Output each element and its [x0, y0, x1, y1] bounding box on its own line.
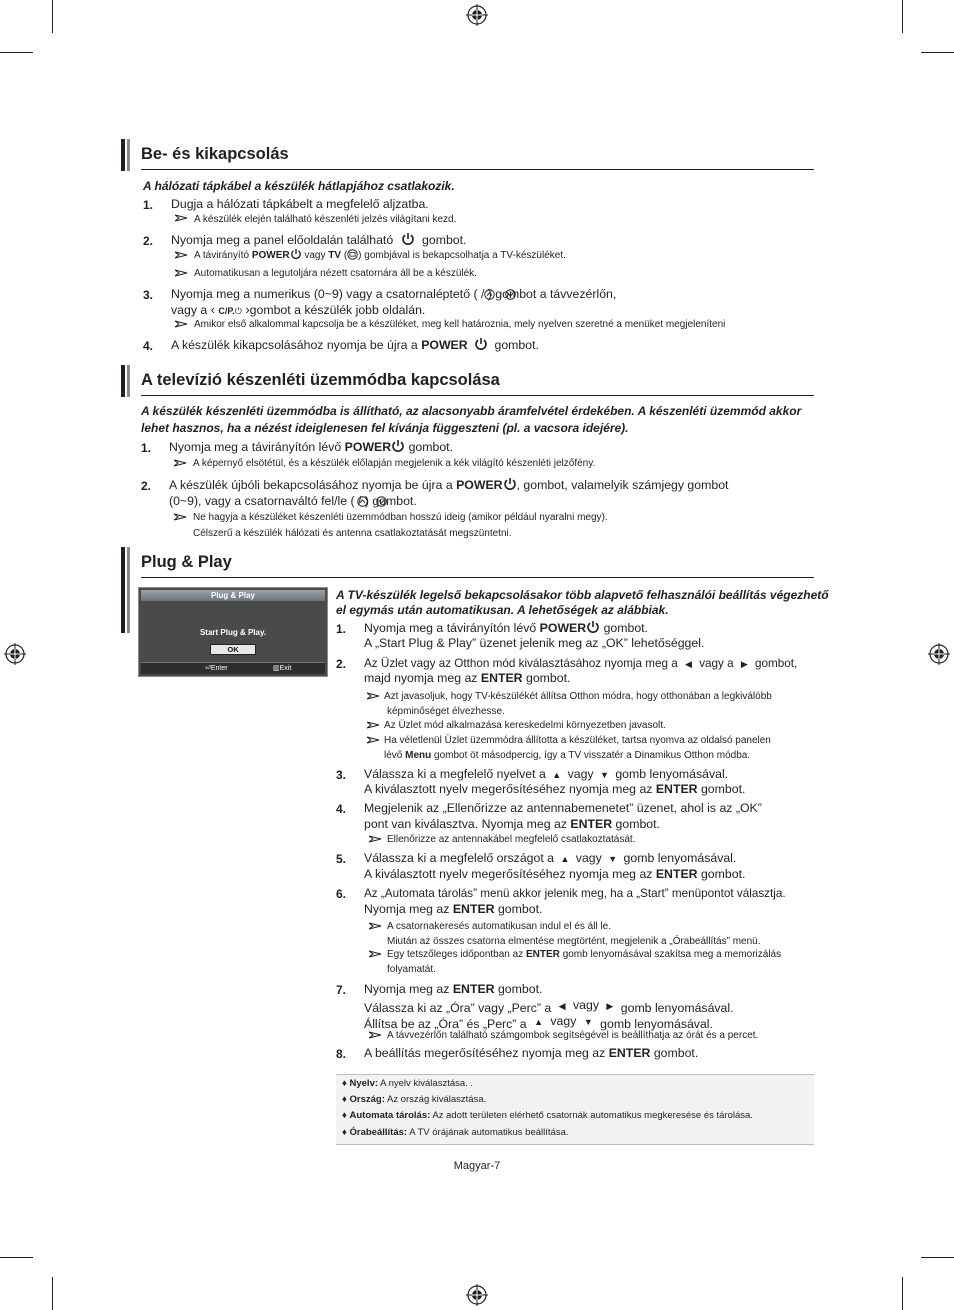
up-arrow-icon: ▲: [534, 1017, 543, 1027]
step-text: Válassza ki a megfelelő országot a ▲ vagy ▼ gomb lenyomásával.: [364, 851, 737, 865]
plug-and-play-osd-screenshot: [138, 587, 328, 677]
note-arrow-icon: [174, 459, 188, 467]
step-text: pont van kiválasztva. Nyomja meg az ENTER gombot.: [364, 817, 660, 831]
crop-mark: [0, 52, 33, 53]
section-title: Be- és kikapcsolás: [141, 145, 289, 163]
step-text: majd nyomja meg az ENTER gombot.: [364, 671, 571, 685]
summary-item: ♦ Ország: Az ország kiválasztása.: [342, 1094, 487, 1105]
osd-title: Plug & Play: [141, 590, 325, 601]
step-text: A kiválasztott nyelv megerősítéséhez nyomja meg az ENTER gombot.: [364, 867, 746, 881]
section-intro: A készülék készenléti üzemmódba is állítható, az alacsonyabb áramfelvétel érdekében. A készenléti üzemmód akkor: [141, 404, 802, 418]
power-icon: [290, 249, 302, 260]
step-text: (0~9), vagy a csatornaváltó fel/le ( / ) gombot.: [169, 494, 417, 508]
power-icon: [503, 478, 517, 491]
step-text: A kiválasztott nyelv megerősítéséhez nyomja meg az ENTER gombot.: [364, 782, 746, 796]
channel-down-icon: [376, 496, 387, 507]
step-text: Válassza ki a megfelelő nyelvet a ▲ vagy ▼ gomb lenyomásával.: [364, 767, 729, 781]
bullet-icon: ♦: [342, 1127, 347, 1138]
step-number: 1.: [141, 441, 152, 455]
step-note: folyamatát.: [387, 964, 436, 975]
crop-mark: [921, 52, 954, 53]
step-note: Az Üzlet mód alkalmazása kereskedelmi környezetben javasolt.: [384, 720, 666, 731]
step-text: Nyomja meg a távirányítón lévő POWER gombot.: [364, 621, 648, 635]
up-arrow-icon: ▲: [560, 854, 570, 864]
down-arrow-icon: ▼: [583, 1017, 593, 1027]
step-note: A képernyő elsötétül, és a készülék előlapján megjelenik a kék világító készenléti jelzőfény.: [193, 458, 596, 469]
step-number: 4.: [336, 802, 347, 816]
section-intro: A hálózati tápkábel a készülék hátlapjához csatlakozik.: [143, 179, 455, 193]
right-arrow-icon: ▶: [606, 1001, 614, 1011]
registration-mark-icon: [928, 643, 950, 665]
step-note: Egy tetszőleges időpontban az ENTER gomb lenyomásával szakítsa meg a memorizálás: [387, 949, 782, 960]
channel-up-icon: [357, 496, 368, 507]
step-number: 1.: [143, 198, 154, 212]
step-text: Nyomja meg a panel előoldalán található gombot.: [171, 233, 467, 247]
section-intro: el egymás után automatikusan. A lehetőségek az alábbiak.: [336, 603, 669, 617]
step-note: A távvezérlőn található számgombok segítségével is beállíthatja az órát és a percet.: [387, 1030, 759, 1041]
step-note: Ne hagyja a készüléket készenléti üzemmódban hosszú ideig (amikor például nyaralni megy).: [193, 512, 608, 523]
step-text: Állítsa be az „Óra” és „Perc” a ▲ vagy ▼ gomb lenyomásával.: [364, 1014, 713, 1031]
power-icon: [391, 440, 405, 453]
step-text: Nyomja meg a numerikus (0~9) vagy a csatornaléptető ( / ) gombot a távvezérlőn,: [171, 287, 617, 301]
step-text: vagy a ‹ C/P.⏻ ›gombot a készülék jobb oldalán.: [171, 302, 426, 317]
step-text: Dugja a hálózati tápkábelt a megfelelő aljzatba.: [171, 197, 429, 211]
step-number: 2.: [141, 479, 152, 493]
bullet-icon: ♦: [342, 1078, 347, 1089]
step-note: Ha véletlenül Üzlet üzemmódra állította a készüléket, tartsa nyomva az oldalsó panelen: [384, 735, 771, 746]
step-note: A távirányító POWER vagy TV ( ) gombjával is bekapcsolhatja a TV-készüléket.: [194, 250, 566, 261]
up-arrow-icon: ▲: [552, 770, 562, 780]
note-arrow-icon: [175, 214, 189, 222]
osd-exit-hint: ▥Exit: [273, 665, 292, 672]
page-number: Magyar-7: [453, 1160, 501, 1172]
step-number: 6.: [336, 887, 347, 901]
step-number: 2.: [143, 234, 154, 248]
osd-enter-hint: ⏎Enter: [205, 665, 228, 672]
osd-message: Start Plug & Play.: [199, 628, 267, 637]
note-arrow-icon: [175, 251, 189, 259]
note-arrow-icon: [369, 922, 383, 930]
down-arrow-icon: ▼: [608, 854, 618, 864]
down-arrow-icon: ▼: [600, 770, 609, 780]
step-text: A készülék kikapcsolásához nyomja be újra a POWER gombot.: [171, 338, 539, 352]
note-arrow-icon: [367, 736, 381, 744]
section-title: Plug & Play: [141, 553, 232, 571]
section-marker: [121, 547, 131, 633]
summary-item: ♦ Nyelv: A nyelv kiválasztása. .: [342, 1078, 474, 1089]
step-text: Nyomja meg az ENTER gombot.: [364, 902, 543, 916]
section-rule: [141, 577, 814, 578]
section-title: A televízió készenléti üzemmódba kapcsolása: [141, 371, 500, 389]
crop-mark: [902, 1277, 903, 1310]
tv-button-icon: [347, 249, 358, 260]
step-number: 3.: [336, 768, 347, 782]
crop-mark: [921, 1257, 954, 1258]
summary-item: ♦ Automata tárolás: Az adott területen elérhető csatornák automatikus megkeresése és tárolása.: [342, 1110, 753, 1121]
step-note: A csatornakeresés automatikusan indul el és áll le.: [387, 921, 612, 932]
step-note: Ellenőrizze az antennakábel megfelelő csatlakoztatását.: [387, 834, 636, 845]
note-arrow-icon: [369, 1031, 383, 1039]
crop-mark: [902, 0, 903, 33]
step-text: Nyomja meg az ENTER gombot.: [364, 982, 543, 996]
step-text: Az Üzlet vagy az Otthon mód kiválasztásához nyomja meg a ◀ vagy a ▶ gombot,: [364, 657, 798, 670]
step-note: Amikor első alkalommal kapcsolja be a készüléket, meg kell határoznia, mely nyelven szeretné a menüket megjeleníteni: [194, 319, 726, 330]
note-arrow-icon: [175, 269, 189, 277]
left-arrow-icon: ◀: [685, 659, 692, 669]
step-number: 5.: [336, 852, 347, 866]
step-text: A készülék újbóli bekapcsolásához nyomja be újra a POWER , gombot, valamelyik számjegy gombot: [169, 478, 729, 492]
step-note: Automatikusan a legutoljára nézett csatornára áll be a készülék.: [194, 268, 477, 279]
section-marker: [121, 139, 131, 171]
note-arrow-icon: [369, 950, 383, 958]
channel-up-icon: [484, 289, 495, 300]
step-number: 7.: [336, 983, 347, 997]
step-text: A „Start Plug & Play” üzenet jelenik meg az „OK” lehetőséggel.: [364, 636, 705, 650]
step-note: Azt javasoljuk, hogy TV-készülékét állítsa Otthon módra, hogy otthonában a legkiválóbb: [384, 691, 772, 702]
summary-item: ♦ Órabeállítás: A TV órájának automatikus beállítása.: [342, 1127, 569, 1138]
section-intro: lehet hasznos, ha a nézést ideiglenesen fel kívánja függeszteni (pl. a vacsora idejére).: [141, 421, 629, 435]
power-icon: [586, 621, 600, 634]
step-number: 2.: [336, 657, 347, 671]
step-text: Válassza ki az „Óra” vagy „Perc” a ◀ vagy ▶ gomb lenyomásával.: [364, 998, 734, 1015]
step-number: 8.: [336, 1047, 347, 1061]
step-text: Az „Automata tárolás” menü akkor jelenik meg, ha a „Start” menüpontot választja.: [364, 887, 786, 900]
bullet-icon: ♦: [342, 1094, 347, 1105]
exit-icon: ▥: [273, 665, 280, 672]
note-arrow-icon: [367, 692, 381, 700]
osd-footer: [141, 662, 325, 674]
left-arrow-icon: ◀: [558, 1001, 566, 1011]
crop-mark: [52, 0, 53, 33]
power-icon: [474, 338, 488, 351]
note-arrow-icon: [369, 835, 383, 843]
step-text: A beállítás megerősítéséhez nyomja meg az ENTER gombot.: [364, 1046, 699, 1060]
osd-ok-button: OK: [210, 644, 256, 655]
note-arrow-icon: [367, 721, 381, 729]
note-arrow-icon: [175, 320, 189, 328]
step-note: Célszerű a készülék hálózati és antenna csatlakoztatását megszüntetni.: [193, 528, 512, 539]
section-rule: [141, 169, 814, 170]
summary-box: [336, 1074, 814, 1145]
step-number: 1.: [336, 622, 347, 636]
step-number: 4.: [143, 339, 154, 353]
channel-down-icon: [505, 289, 516, 300]
registration-mark-icon: [4, 643, 26, 665]
step-text: Megjelenik az „Ellenőrizze az antennabemenetet” üzenet, ahol is az „OK”: [364, 801, 762, 815]
step-note: képminőséget élvezhesse.: [387, 706, 505, 717]
right-arrow-icon: ▶: [740, 659, 748, 669]
registration-mark-icon: [466, 1284, 488, 1306]
registration-mark-icon: [466, 4, 488, 26]
step-note: Miután az összes csatorna elmentése megtörtént, megjelenik a „Órabeállítás” menü.: [387, 936, 761, 947]
crop-mark: [0, 1257, 33, 1258]
step-note: A készülék elején található készenléti jelzés világítani kezd.: [194, 214, 457, 225]
step-text: Nyomja meg a távirányítón lévő POWER gombot.: [169, 440, 453, 454]
power-icon: [401, 233, 415, 246]
section-intro: A TV-készülék legelső bekapcsolásakor több alapvető felhasználói beállítás végezhető: [336, 588, 829, 602]
step-note: lévő Menu gombot öt másodpercig, így a TV visszatér a Dinamikus Otthon módba.: [384, 750, 751, 761]
section-rule: [141, 395, 814, 396]
section-marker: [121, 365, 131, 397]
enter-icon: ⏎: [205, 665, 211, 672]
bullet-icon: ♦: [342, 1110, 347, 1121]
crop-mark: [52, 1277, 53, 1310]
step-number: 3.: [143, 288, 154, 302]
note-arrow-icon: [174, 513, 188, 521]
